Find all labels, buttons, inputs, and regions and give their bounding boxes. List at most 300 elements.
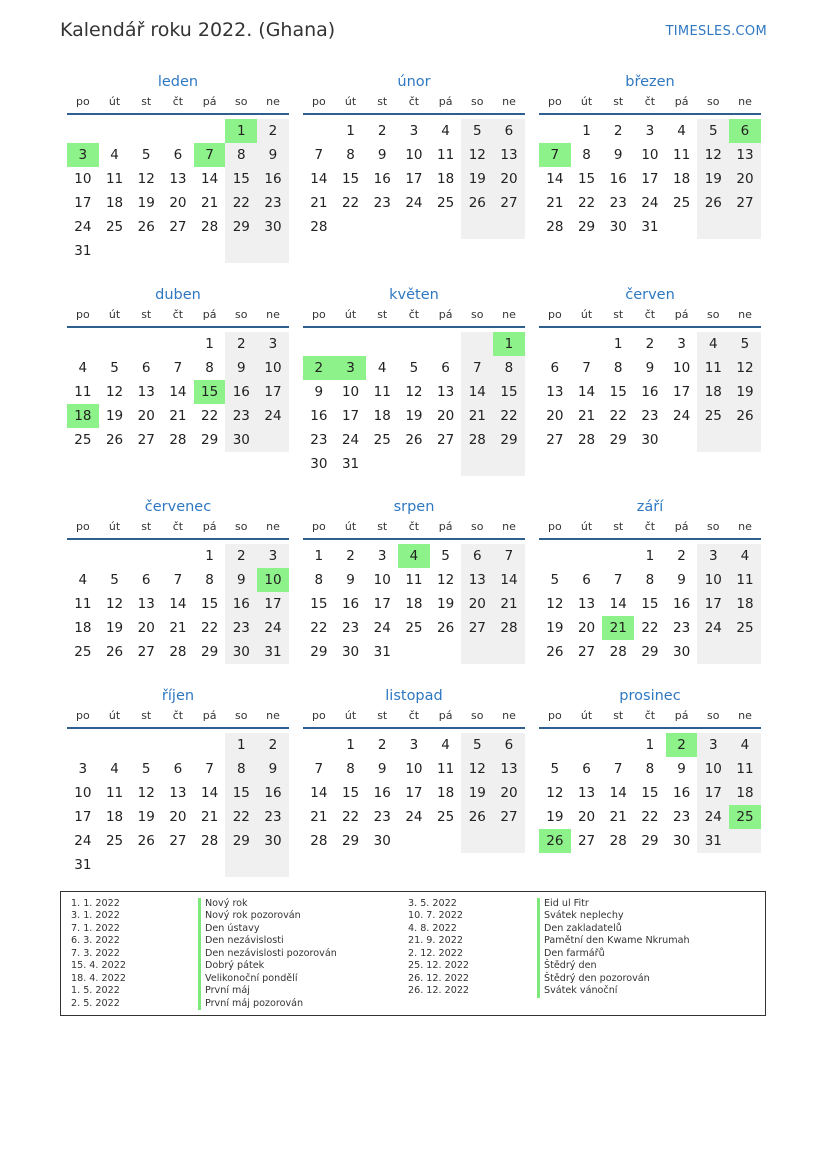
day-cell: 27 (137, 644, 155, 660)
weekday-label: so (707, 95, 720, 108)
day-empty (697, 640, 729, 664)
day-cell: 28 (201, 219, 219, 235)
day-cell: 1 (346, 123, 355, 139)
day-cell: 25 (405, 620, 423, 636)
day-cell: 6 (582, 572, 591, 588)
day-cell: 20 (169, 809, 187, 825)
day-cell: 30 (225, 640, 257, 664)
weekday-label: pá (674, 520, 689, 533)
legend-names-left (198, 898, 337, 1010)
day-empty (729, 640, 761, 664)
day-cell: 11 (74, 384, 92, 400)
day-cell: 5 (550, 572, 560, 588)
day-empty (162, 544, 194, 568)
weekday-label: út (580, 520, 593, 533)
day-cell: 22 (225, 805, 257, 829)
day-cell: 13 (169, 785, 187, 801)
day-cell: 17 (341, 408, 360, 424)
holiday-day-cell: 1 (225, 119, 257, 143)
day-cell: 15 (341, 785, 360, 801)
weekday-label: čt (408, 709, 420, 722)
day-cell: 12 (137, 785, 155, 801)
holiday-day-cell: 2 (303, 356, 335, 380)
weekday-header (67, 306, 289, 328)
day-empty (194, 119, 226, 143)
day-cell: 19 (546, 620, 564, 636)
day-cell: 29 (310, 644, 328, 660)
days-grid (539, 328, 761, 452)
day-empty (398, 640, 430, 664)
day-cell: 18 (729, 781, 761, 805)
day-cell: 26 (729, 404, 761, 428)
day-cell: 26 (461, 191, 493, 215)
day-empty (461, 640, 493, 664)
day-cell: 10 (673, 360, 691, 376)
day-cell: 5 (697, 119, 729, 143)
holiday-date: 6. 3. 2022 (71, 935, 120, 947)
day-empty (225, 239, 257, 263)
day-cell: 6 (141, 572, 151, 588)
day-cell: 3 (257, 332, 289, 356)
day-cell: 27 (546, 432, 564, 448)
month-calendar (303, 496, 525, 664)
legend-names-right (537, 898, 690, 998)
month-name: duben (155, 287, 201, 303)
day-cell: 24 (641, 195, 659, 211)
holiday-day-cell: 15 (194, 380, 226, 404)
day-empty (461, 829, 493, 853)
day-cell: 10 (405, 761, 423, 777)
month-name: leden (157, 74, 199, 90)
day-cell: 14 (577, 384, 596, 400)
day-cell: 29 (609, 432, 627, 448)
day-cell: 17 (257, 380, 289, 404)
day-cell: 14 (310, 785, 328, 801)
holiday-date: 15. 4. 2022 (71, 960, 126, 972)
weekday-label: út (580, 95, 593, 108)
day-cell: 22 (310, 620, 328, 636)
day-empty (539, 733, 571, 757)
month-name: květen (389, 287, 439, 303)
weekday-label: po (75, 709, 90, 722)
day-cell: 11 (673, 147, 691, 163)
day-cell: 2 (346, 548, 355, 564)
day-cell: 7 (173, 360, 183, 376)
day-cell: 11 (373, 384, 391, 400)
day-cell: 2 (257, 119, 289, 143)
weekday-label: ne (502, 709, 516, 722)
day-cell: 6 (493, 733, 525, 757)
day-cell: 11 (729, 757, 761, 781)
day-cell: 15 (493, 380, 525, 404)
day-empty (398, 215, 430, 239)
weekday-label: út (108, 308, 121, 321)
day-cell: 24 (257, 404, 289, 428)
weekday-label: ne (502, 520, 516, 533)
day-cell: 27 (493, 805, 525, 829)
weekday-label: pá (438, 709, 453, 722)
day-cell: 25 (105, 833, 124, 849)
day-cell: 7 (173, 572, 183, 588)
day-cell: 1 (314, 548, 324, 564)
day-cell: 11 (74, 596, 92, 612)
day-cell: 3 (377, 548, 387, 564)
day-cell: 15 (609, 384, 627, 400)
day-cell: 4 (78, 360, 88, 376)
day-cell: 14 (609, 596, 627, 612)
day-cell: 19 (137, 195, 155, 211)
day-cell: 7 (613, 761, 623, 777)
holiday-date: 25. 12. 2022 (408, 960, 470, 972)
day-cell: 3 (697, 544, 729, 568)
day-cell: 1 (613, 336, 623, 352)
day-cell: 10 (373, 572, 391, 588)
holiday-name: Štědrý den (544, 960, 597, 972)
day-empty (729, 215, 761, 239)
day-cell: 27 (577, 833, 596, 849)
holiday-date: 3. 5. 2022 (408, 898, 457, 909)
month-name: červen (625, 287, 675, 303)
weekday-label: po (311, 95, 326, 108)
weekday-label: út (344, 709, 357, 722)
day-cell: 26 (546, 644, 564, 660)
day-cell: 28 (201, 833, 219, 849)
day-cell: 29 (201, 644, 219, 660)
day-cell: 22 (225, 191, 257, 215)
day-cell: 21 (169, 620, 187, 636)
weekday-label: čt (644, 95, 656, 108)
day-cell: 26 (405, 432, 423, 448)
day-cell: 9 (257, 757, 289, 781)
holiday-name: Den zakladatelů (544, 922, 622, 934)
holiday-day-cell: 2 (666, 733, 698, 757)
day-cell: 1 (205, 548, 214, 564)
day-cell: 31 (74, 243, 92, 259)
day-cell: 9 (346, 572, 355, 588)
day-cell: 4 (110, 147, 119, 163)
day-cell: 10 (341, 384, 360, 400)
day-cell: 22 (577, 195, 596, 211)
month-calendar (303, 685, 525, 853)
day-cell: 30 (310, 456, 328, 472)
day-cell: 24 (405, 195, 423, 211)
brand-link[interactable]: TIMESLES.COM (665, 24, 767, 39)
day-cell: 10 (641, 147, 659, 163)
day-cell: 29 (641, 644, 659, 660)
day-empty (539, 119, 571, 143)
day-cell: 25 (74, 644, 92, 660)
day-cell: 4 (677, 123, 686, 139)
weekday-label: čt (644, 308, 656, 321)
day-cell: 19 (546, 809, 564, 825)
day-cell: 4 (441, 123, 450, 139)
holiday-date: 26. 12. 2022 (408, 985, 470, 997)
day-empty (461, 452, 493, 476)
weekday-label: po (75, 308, 90, 321)
day-cell: 28 (609, 833, 627, 849)
day-cell: 30 (373, 833, 391, 849)
day-empty (225, 853, 257, 877)
day-cell: 31 (257, 640, 289, 664)
day-empty (602, 733, 634, 757)
day-cell: 5 (441, 548, 450, 564)
day-cell: 23 (257, 191, 289, 215)
month-calendar (539, 284, 761, 452)
day-cell: 10 (74, 171, 92, 187)
day-cell: 5 (461, 119, 493, 143)
day-cell: 26 (697, 191, 729, 215)
day-cell: 3 (257, 544, 289, 568)
day-cell: 8 (346, 147, 355, 163)
day-cell: 21 (169, 408, 187, 424)
day-empty (194, 853, 226, 877)
day-cell: 14 (201, 785, 219, 801)
weekday-label: po (547, 520, 562, 533)
day-cell: 28 (461, 428, 493, 452)
day-cell: 13 (461, 568, 493, 592)
day-cell: 13 (729, 143, 761, 167)
day-cell: 25 (673, 195, 691, 211)
day-cell: 10 (405, 147, 423, 163)
day-cell: 16 (673, 596, 691, 612)
day-cell: 21 (577, 408, 596, 424)
day-cell: 6 (441, 360, 450, 376)
day-cell: 21 (310, 809, 328, 825)
day-cell: 8 (613, 360, 623, 376)
day-cell: 12 (729, 356, 761, 380)
holiday-name: Den nezávislosti pozorován (205, 947, 337, 959)
day-empty (99, 332, 131, 356)
weekday-label: ne (266, 709, 280, 722)
day-cell: 15 (225, 781, 257, 805)
weekday-label: st (613, 520, 624, 533)
day-empty (162, 239, 194, 263)
day-cell: 4 (697, 332, 729, 356)
day-cell: 21 (201, 195, 219, 211)
day-empty (539, 332, 571, 356)
day-cell: 23 (310, 432, 328, 448)
day-cell: 14 (609, 785, 627, 801)
day-cell: 4 (110, 761, 119, 777)
days-grid (67, 729, 289, 877)
weekday-label: po (547, 308, 562, 321)
day-cell: 16 (310, 408, 328, 424)
weekday-label: pá (674, 95, 689, 108)
day-cell: 27 (461, 616, 493, 640)
day-cell: 23 (641, 408, 659, 424)
day-empty (303, 733, 335, 757)
page-title: Kalendář roku 2022. (Ghana) (60, 19, 336, 41)
days-grid (539, 540, 761, 664)
day-cell: 7 (314, 147, 324, 163)
day-cell: 28 (609, 644, 627, 660)
day-cell: 16 (673, 785, 691, 801)
day-cell: 20 (546, 408, 564, 424)
day-cell: 16 (225, 380, 257, 404)
day-cell: 21 (609, 809, 627, 825)
day-cell: 25 (437, 809, 455, 825)
day-cell: 16 (225, 592, 257, 616)
legend-dates-right (408, 898, 469, 998)
day-empty (729, 829, 761, 853)
day-cell: 19 (697, 167, 729, 191)
day-cell: 29 (201, 432, 219, 448)
day-cell: 1 (225, 733, 257, 757)
day-cell: 12 (105, 596, 124, 612)
weekday-header (303, 93, 525, 115)
day-cell: 5 (729, 332, 761, 356)
day-empty (99, 853, 131, 877)
day-cell: 17 (373, 596, 391, 612)
day-cell: 8 (314, 572, 324, 588)
holiday-legend (60, 891, 766, 1016)
weekday-header (67, 518, 289, 540)
day-cell: 2 (377, 123, 387, 139)
month-calendar (67, 496, 289, 664)
weekday-label: pá (674, 709, 689, 722)
day-cell: 1 (582, 123, 591, 139)
month-calendar (539, 71, 761, 239)
day-cell: 9 (677, 761, 686, 777)
holiday-date: 4. 8. 2022 (408, 922, 457, 934)
day-cell: 2 (257, 733, 289, 757)
day-cell: 19 (461, 781, 493, 805)
weekday-label: so (235, 95, 248, 108)
day-cell: 19 (437, 596, 455, 612)
day-cell: 11 (697, 356, 729, 380)
weekday-header (303, 707, 525, 729)
holiday-date: 26. 12. 2022 (408, 972, 470, 984)
day-cell: 2 (225, 544, 257, 568)
weekday-label: st (141, 308, 152, 321)
holiday-name: Dobrý pátek (205, 960, 265, 972)
day-cell: 26 (105, 432, 124, 448)
day-cell: 3 (677, 336, 686, 352)
day-cell: 30 (673, 644, 691, 660)
day-cell: 20 (729, 167, 761, 191)
day-cell: 1 (346, 737, 355, 753)
day-cell: 1 (645, 737, 655, 753)
weekday-label: út (108, 520, 121, 533)
day-empty (67, 119, 99, 143)
holiday-name: Den nezávislosti (205, 935, 284, 947)
weekday-label: so (235, 308, 248, 321)
day-empty (493, 640, 525, 664)
holiday-name: Nový rok pozorován (205, 910, 301, 922)
day-empty (366, 452, 398, 476)
weekday-label: so (471, 308, 484, 321)
day-empty (602, 544, 634, 568)
holiday-name: Svátek vánoční (544, 985, 618, 997)
days-grid (67, 540, 289, 664)
weekday-header (303, 518, 525, 540)
weekday-label: ne (502, 308, 516, 321)
day-cell: 19 (461, 167, 493, 191)
day-cell: 28 (577, 432, 596, 448)
day-cell: 7 (461, 356, 493, 380)
day-cell: 20 (493, 167, 525, 191)
month-name: prosinec (619, 688, 681, 704)
weekday-header (67, 93, 289, 115)
weekday-label: út (108, 709, 121, 722)
day-cell: 12 (546, 785, 564, 801)
day-cell: 20 (137, 408, 155, 424)
holiday-date: 2. 12. 2022 (408, 947, 463, 959)
day-cell: 6 (141, 360, 151, 376)
weekday-label: so (707, 709, 720, 722)
day-cell: 2 (613, 123, 623, 139)
weekday-label: pá (438, 95, 453, 108)
day-cell: 9 (677, 572, 686, 588)
holiday-date: 2. 5. 2022 (71, 997, 120, 1009)
day-cell: 21 (546, 195, 564, 211)
day-cell: 17 (74, 195, 92, 211)
holiday-name: Svátek neplechy (544, 910, 624, 922)
day-cell: 5 (141, 761, 151, 777)
weekday-label: st (141, 520, 152, 533)
holiday-name: První máj (205, 985, 250, 997)
day-cell: 23 (373, 809, 391, 825)
day-cell: 24 (673, 408, 691, 424)
holiday-name: Velikonoční pondělí (205, 972, 298, 984)
weekday-label: út (580, 709, 593, 722)
weekday-label: pá (202, 308, 217, 321)
day-cell: 6 (550, 360, 560, 376)
day-empty (303, 119, 335, 143)
holiday-day-cell: 4 (398, 544, 430, 568)
day-cell: 29 (641, 833, 659, 849)
day-cell: 10 (697, 568, 729, 592)
day-empty (130, 332, 162, 356)
day-cell: 22 (341, 809, 360, 825)
month-calendar (67, 71, 289, 263)
day-cell: 15 (341, 171, 360, 187)
day-cell: 8 (645, 572, 655, 588)
day-cell: 26 (461, 805, 493, 829)
weekday-label: ne (266, 95, 280, 108)
day-cell: 11 (105, 171, 124, 187)
day-empty (366, 332, 398, 356)
day-empty (257, 239, 289, 263)
day-cell: 18 (729, 592, 761, 616)
day-cell: 21 (461, 404, 493, 428)
day-empty (398, 452, 430, 476)
day-cell: 12 (105, 384, 124, 400)
day-empty (430, 332, 462, 356)
weekday-label: st (377, 709, 388, 722)
weekday-label: st (377, 95, 388, 108)
holiday-day-cell: 6 (729, 119, 761, 143)
weekday-header (539, 93, 761, 115)
weekday-header (539, 707, 761, 729)
day-cell: 26 (137, 219, 155, 235)
day-cell: 22 (609, 408, 627, 424)
day-cell: 25 (437, 195, 455, 211)
day-cell: 23 (257, 805, 289, 829)
day-empty (571, 544, 603, 568)
day-cell: 13 (169, 171, 187, 187)
day-cell: 21 (201, 809, 219, 825)
day-cell: 23 (673, 809, 691, 825)
weekday-label: pá (674, 308, 689, 321)
days-grid (67, 328, 289, 452)
day-cell: 13 (577, 596, 596, 612)
day-cell: 4 (729, 544, 761, 568)
day-cell: 27 (437, 432, 455, 448)
day-cell: 16 (257, 167, 289, 191)
day-cell: 4 (441, 737, 450, 753)
day-cell: 3 (409, 737, 419, 753)
